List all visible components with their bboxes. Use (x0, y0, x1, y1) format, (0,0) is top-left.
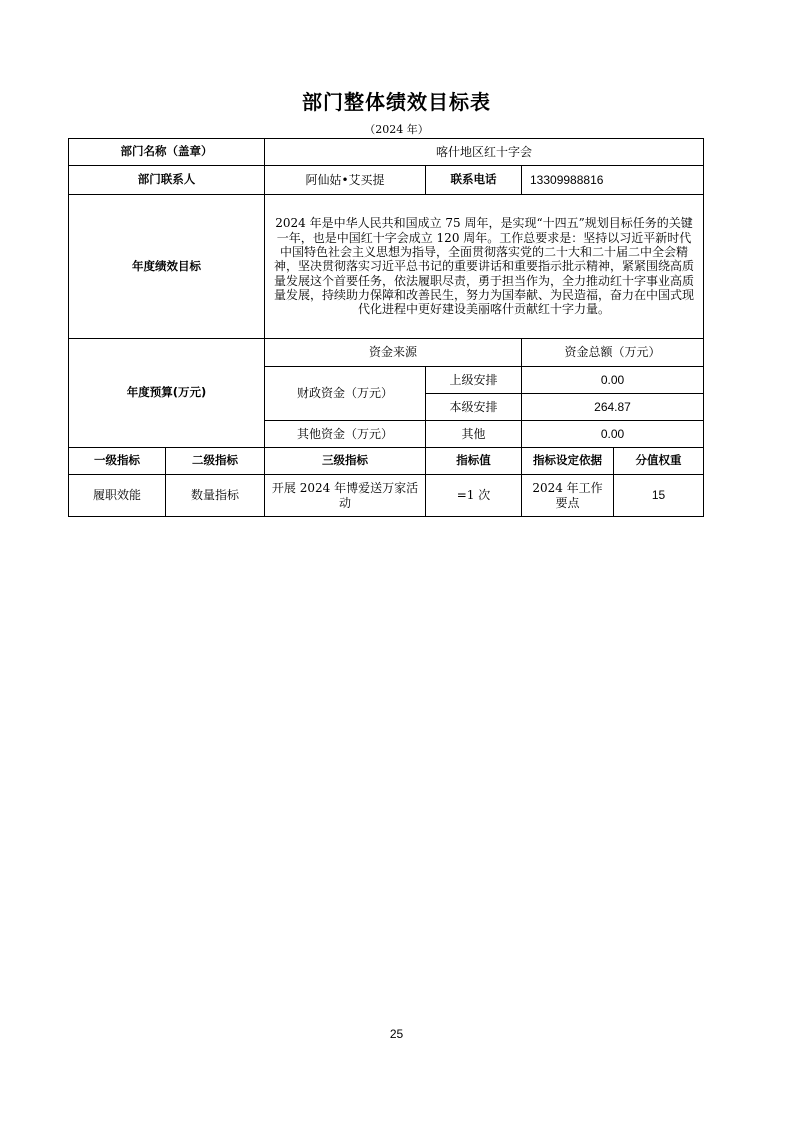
year-subtitle: （2024 年） (364, 123, 429, 136)
local-allocation-label: 本级安排 (426, 394, 522, 421)
other-sub-label: 其他 (426, 421, 522, 448)
other-fund-value: 0.00 (522, 421, 704, 448)
table-row (69, 339, 704, 367)
dept-name-label: 部门名称（盖章） (69, 139, 265, 166)
header-weight: 分值权重 (614, 448, 704, 475)
phone-value: 13309988816 (522, 166, 704, 195)
phone-label: 联系电话 (426, 166, 522, 195)
indicator-value: =1 次 (426, 475, 522, 517)
indicator-level1: 履职效能 (69, 475, 166, 517)
other-fund-label: 其他资金（万元） (265, 421, 426, 448)
dept-name-value: 喀什地区红十字会 (265, 139, 704, 166)
upper-allocation-value: 0.00 (522, 367, 704, 394)
performance-goal-table (68, 138, 704, 517)
fiscal-fund-label: 财政资金（万元） (265, 367, 426, 421)
contact-label: 部门联系人 (69, 166, 265, 195)
indicator-level3: 开展 2024 年博爱送万家活动 (265, 475, 426, 517)
page-title: 部门整体绩效目标表 (302, 90, 491, 114)
table-row (69, 166, 704, 195)
fund-total-header: 资金总额（万元） (522, 339, 704, 367)
upper-allocation-label: 上级安排 (426, 367, 522, 394)
header-level2: 二级指标 (166, 448, 265, 475)
header-basis: 指标设定依据 (522, 448, 614, 475)
table-row (69, 139, 704, 166)
header-level3: 三级指标 (265, 448, 426, 475)
goal-label: 年度绩效目标 (69, 195, 265, 339)
indicator-basis: 2024 年工作要点 (522, 475, 614, 517)
indicator-header-row (69, 448, 704, 475)
budget-label: 年度预算(万元) (69, 339, 265, 448)
local-allocation-value: 264.87 (522, 394, 704, 421)
header-level1: 一级指标 (69, 448, 166, 475)
indicator-weight: 15 (614, 475, 704, 517)
header-value: 指标值 (426, 448, 522, 475)
contact-value: 阿仙姑•艾买提 (265, 166, 426, 195)
table-row (69, 195, 704, 339)
indicator-level2: 数量指标 (166, 475, 265, 517)
goal-text: 2024 年是中华人民共和国成立 75 周年，是实现“十四五”规划目标任务的关键一年，也是中国红十字会成立 120 周年。工作总要求是：坚持以习近平新时代中国特色社会主义思想为指导，全面贯彻落实党的二十大和二十届二中全会精神，坚决贯彻落实习近平总书记的重要讲话和重要指示批示精神，紧紧围绕高质量发展这个首要任务，依法履职尽责，勇于担当作为，全力推动红十字事业高质量发展，持续助力保障和改善民生，努力为国奉献、为民造福，奋力在中国式现代化进程中更好建设美丽喀什贡献红十字力量。 (265, 195, 704, 339)
page-number: 25 (389, 1027, 404, 1041)
table-row (69, 475, 704, 517)
fund-source-header: 资金来源 (265, 339, 522, 367)
